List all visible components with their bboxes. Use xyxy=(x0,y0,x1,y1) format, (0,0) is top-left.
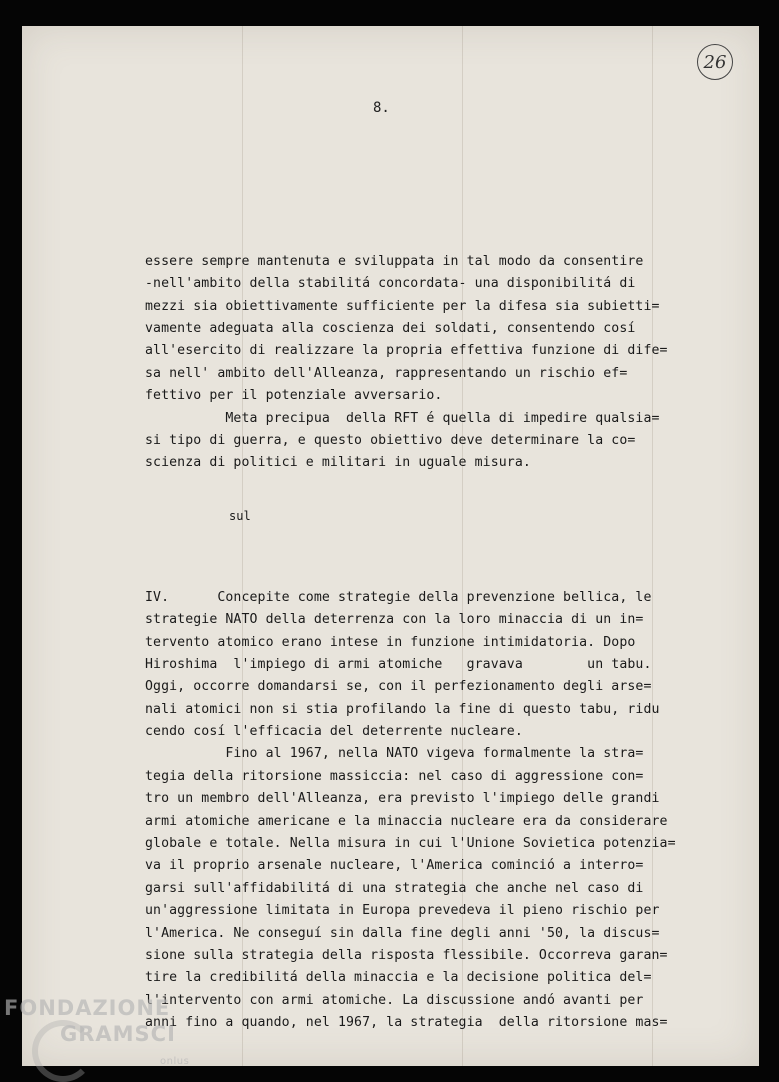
text-line: fettivo per il potenziale avversario. xyxy=(145,388,443,404)
text-line: Oggi, occorre domandarsi se, con il perfezionamento degli arse= xyxy=(145,679,652,695)
text-line: globale e totale. Nella misura in cui l'Unione Sovietica potenzia= xyxy=(145,836,676,852)
paragraph-2 xyxy=(145,587,745,1035)
text-line: mezzi sia obiettivamente sufficiente per la difesa sia subietti= xyxy=(145,298,660,314)
text-line: nali atomici non si stia profilando la fine di questo tabu, ridu xyxy=(145,701,660,717)
text-line: Fino al 1967, nella NATO vigeva formalmente la stra= xyxy=(145,746,644,762)
text-line: tervento atomico erano intese in funzione intimidatoria. Dopo xyxy=(145,634,636,650)
text-line: si tipo di guerra, e questo obiettivo deve determinare la co= xyxy=(145,432,636,448)
text-line: strategie NATO della deterrenza con la loro minaccia di un in= xyxy=(145,612,644,628)
text-line: tire la credibilitá della minaccia e la decisione politica del= xyxy=(145,970,652,986)
watermark-line-1: FONDAZIONE xyxy=(4,996,171,1020)
text-line: cendo cosí l'efficacia del deterrente nucleare. xyxy=(145,724,523,740)
text-line: garsi sull'affidabilitá di una strategia che anche nel caso di xyxy=(145,880,644,896)
typed-body xyxy=(145,206,745,1079)
paragraph-1 xyxy=(145,251,745,475)
handwritten-insertion: sul xyxy=(229,509,251,523)
text-line: sione sulla strategia della risposta flessibile. Occorreva garan= xyxy=(145,947,668,963)
text-line: IV. Concepite come strategie della prevenzione bellica, le xyxy=(145,589,652,605)
text-line: -nell'ambito della stabilitá concordata- una disponibilitá di xyxy=(145,276,636,292)
text-line: essere sempre mantenuta e sviluppata in tal modo da consentire xyxy=(145,253,644,269)
text-line: vamente adeguata alla coscienza dei soldati, consentendo cosí xyxy=(145,320,636,336)
text-line: va il proprio arsenale nucleare, l'America cominció a interro= xyxy=(145,858,644,874)
text-line: un'aggressione limitata in Europa prevedeva il pieno rischio per xyxy=(145,903,660,919)
archive-page-stamp: 26 xyxy=(697,44,733,80)
text-line: tegia della ritorsione massiccia: nel caso di aggressione con= xyxy=(145,768,644,784)
page-number: 8. xyxy=(373,100,390,116)
text-line: anni fino a quando, nel 1967, la strategia della ritorsione mas= xyxy=(145,1015,668,1031)
text-line: l'intervento con armi atomiche. La discussione andó avanti per xyxy=(145,992,644,1008)
text-line: Meta precipua della RFT é quella di impedire qualsia= xyxy=(145,410,660,426)
text-line: l'America. Ne conseguí sin dalla fine degli anni '50, la discus= xyxy=(145,925,660,941)
text-line: all'esercito di realizzare la propria effettiva funzione di dife= xyxy=(145,343,668,359)
watermark-line-2: GRAMSCI xyxy=(60,1022,176,1046)
text-line: scienza di politici e militari in uguale misura. xyxy=(145,455,531,471)
watermark xyxy=(4,995,190,1067)
text-line: Hiroshima l'impiego di armi atomiche gravava un tabu. xyxy=(145,656,652,672)
text-line: armi atomiche americane e la minaccia nucleare era da considerare xyxy=(145,813,668,829)
text-line: sa nell' ambito dell'Alleanza, rappresentando un rischio ef= xyxy=(145,365,628,381)
text-line: tro un membro dell'Alleanza, era previsto l'impiego delle grandi xyxy=(145,791,660,807)
watermark-line-3: onlus xyxy=(160,1056,190,1067)
